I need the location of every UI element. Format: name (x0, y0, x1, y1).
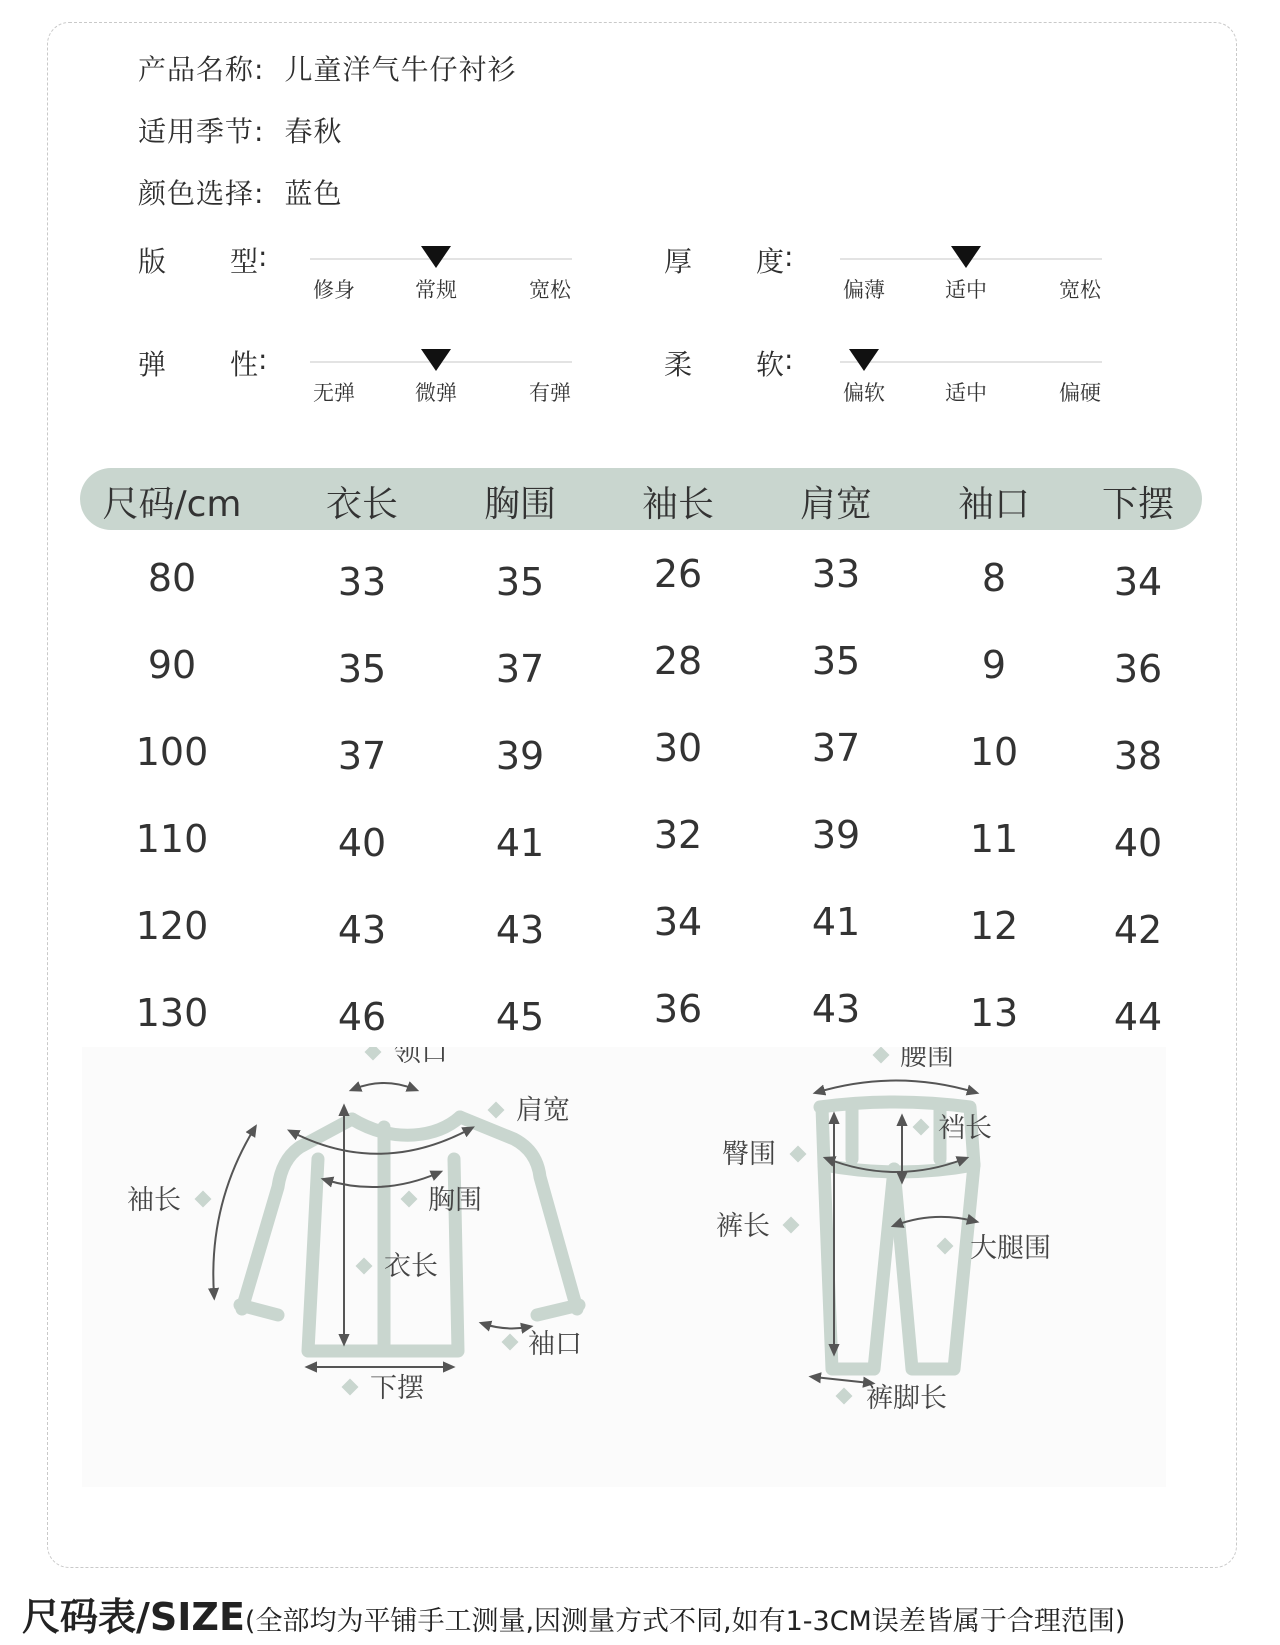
scale-option: 微弹 (415, 381, 457, 405)
size-table-cell: 37 (495, 647, 545, 691)
size-table-cell: 100 (135, 730, 209, 774)
waist-label: 腰围 (900, 1047, 954, 1072)
size-table-cell: 30 (653, 726, 703, 770)
size-table-cell: 39 (811, 813, 861, 857)
size-table-cell: 35 (495, 560, 545, 604)
season-label: 适用季节: (138, 115, 265, 148)
scale-marker-icon (421, 246, 451, 268)
size-table-header-cell: 肩宽 (799, 484, 873, 525)
size-table-cell: 11 (969, 817, 1019, 861)
thigh-label: 大腿围 (970, 1233, 1051, 1264)
size-table-cell: 43 (811, 987, 861, 1031)
fit-scale (310, 240, 572, 300)
product-name-row (138, 48, 516, 88)
size-table-cell: 34 (653, 900, 703, 944)
product-name-value: 儿童洋气牛仔衬衫 (284, 53, 517, 86)
collar-label: 领口 (394, 1047, 448, 1068)
size-table-cell: 34 (1113, 560, 1163, 604)
size-table-header-cell: 袖口 (957, 484, 1031, 525)
shirt-label-diamonds (195, 1047, 519, 1395)
size-table-cell: 13 (969, 991, 1019, 1035)
softness-scale (840, 343, 1102, 403)
size-chart-title: 尺码表/SIZE (22, 1595, 245, 1639)
size-table-cell: 80 (147, 556, 197, 600)
size-table-cell: 37 (811, 726, 861, 770)
pants-length-label: 裤长 (716, 1211, 770, 1242)
size-table-cell: 38 (1113, 734, 1163, 778)
size-table-cell: 33 (811, 552, 861, 596)
footer-caption (22, 1586, 1125, 1641)
shoulder-label: 肩宽 (516, 1095, 570, 1126)
size-table-cell: 10 (969, 730, 1019, 774)
size-table-header-cell: 衣长 (325, 484, 399, 525)
size-table-cell: 36 (653, 987, 703, 1031)
size-table-header-cell: 袖长 (641, 484, 715, 525)
size-table-cell: 110 (135, 817, 209, 861)
hem-label: 下摆 (370, 1373, 424, 1404)
size-table-cell: 8 (981, 556, 1007, 600)
size-table-cell: 35 (811, 639, 861, 683)
size-table-cell: 41 (811, 900, 861, 944)
size-table-cell: 26 (653, 552, 703, 596)
size-table-cell: 41 (495, 821, 545, 865)
scale-option: 修身 (313, 278, 355, 302)
season-value: 春秋 (284, 115, 343, 148)
scale-option: 适中 (945, 381, 987, 405)
size-table-cell: 33 (337, 560, 387, 604)
size-table-cell: 40 (1113, 821, 1163, 865)
scale-option: 无弹 (313, 381, 355, 405)
size-table-cell: 45 (495, 995, 545, 1039)
size-table-cell: 43 (337, 908, 387, 952)
rise-label: 裆长 (938, 1113, 992, 1144)
size-table-cell: 130 (135, 991, 209, 1035)
size-table-cell: 36 (1113, 647, 1163, 691)
scale-marker-icon (951, 246, 981, 268)
size-table-cell: 44 (1113, 995, 1163, 1039)
size-table-cell: 46 (337, 995, 387, 1039)
scale-option: 适中 (945, 278, 987, 302)
scale-option: 偏硬 (1059, 381, 1101, 405)
size-table-cell: 28 (653, 639, 703, 683)
scale-marker-icon (421, 349, 451, 371)
thickness-scale (840, 240, 1102, 300)
size-table-cell: 120 (135, 904, 209, 948)
size-table-cell: 37 (337, 734, 387, 778)
scale-option: 宽松 (529, 278, 571, 302)
size-table-cell: 12 (969, 904, 1019, 948)
leg-opening-label: 裤脚长 (866, 1383, 947, 1414)
size-table-cell: 39 (495, 734, 545, 778)
color-row (138, 172, 342, 212)
season-row (138, 110, 342, 150)
size-table-cell: 90 (147, 643, 197, 687)
color-label: 颜色选择: (138, 177, 265, 210)
scale-track (840, 361, 1102, 363)
elasticity-scale (310, 343, 572, 403)
size-table-header-cell: 尺码/cm (102, 484, 242, 525)
sleeve-length-label: 袖长 (127, 1185, 181, 1216)
chest-label: 胸围 (428, 1185, 482, 1216)
size-table-cell: 32 (653, 813, 703, 857)
size-table-cell: 9 (981, 643, 1007, 687)
measurement-note: (全部均为平铺手工测量,因测量方式不同,如有1-3CM误差皆属于合理范围) (244, 1606, 1126, 1637)
body-length-label: 衣长 (384, 1251, 438, 1282)
size-table-cell: 43 (495, 908, 545, 952)
scale-option: 常规 (415, 278, 457, 302)
size-table-cell: 42 (1113, 908, 1163, 952)
scale-option: 偏软 (843, 381, 885, 405)
scale-marker-icon (849, 349, 879, 371)
measurement-diagram (82, 1047, 1166, 1487)
shirt-outline-icon (240, 1117, 579, 1351)
scale-option: 偏薄 (843, 278, 885, 302)
scale-option: 宽松 (1059, 278, 1101, 302)
hip-label: 臀围 (722, 1139, 776, 1170)
size-table-header-cell: 下摆 (1101, 484, 1175, 525)
color-value: 蓝色 (284, 177, 343, 210)
cuff-label: 袖口 (528, 1329, 582, 1360)
scale-option: 有弹 (529, 381, 571, 405)
size-table-header-cell: 胸围 (483, 484, 557, 525)
product-name-label: 产品名称: (138, 53, 265, 86)
size-table-cell: 40 (337, 821, 387, 865)
size-table-cell: 35 (337, 647, 387, 691)
